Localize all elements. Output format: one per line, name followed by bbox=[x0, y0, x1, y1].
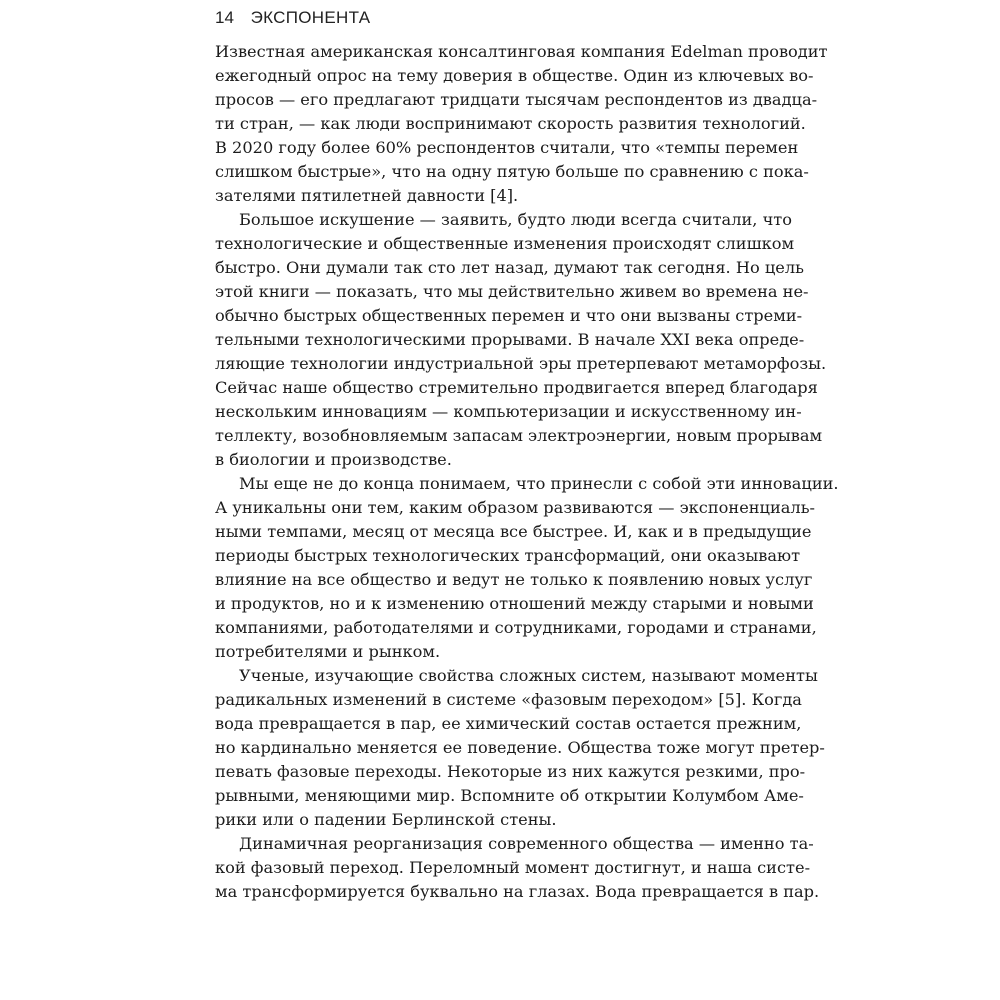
chapter-title: ЭКСПОНЕНТА bbox=[250, 8, 371, 27]
text-line: Сейчас наше общество стремительно продвигается вперед благодаря bbox=[215, 378, 818, 397]
paragraph-2 bbox=[215, 208, 827, 472]
text-line: кой фазовый переход. Переломный момент достигнут, и наша систе- bbox=[215, 858, 811, 877]
text-line: рики или о падении Берлинской стены. bbox=[215, 810, 557, 829]
text-line: периоды быстрых технологических трансформаций, они оказывают bbox=[215, 546, 801, 565]
paragraph-4 bbox=[215, 664, 825, 832]
text-line: Большое искушение — заявить, будто люди всегда считали, что bbox=[239, 210, 792, 229]
text-line: ными темпами, месяц от месяца все быстрее. И, как и в предыдущие bbox=[215, 522, 812, 541]
text-line: Мы еще не до конца понимаем, что принесли с собой эти инновации. bbox=[239, 474, 839, 493]
text-line: теллекту, возобновляемым запасам электроэнергии, новым прорывам bbox=[215, 426, 823, 445]
text-line: влияние на все общество и ведут не только к появлению новых услуг bbox=[215, 570, 813, 589]
text-line: вода превращается в пар, ее химический состав остается прежним, bbox=[215, 714, 802, 733]
text-line: обычно быстрых общественных перемен и что они вызваны стреми- bbox=[215, 306, 803, 325]
paragraph-1 bbox=[215, 40, 828, 208]
text-line: ти стран, — как люди воспринимают скорость развития технологий. bbox=[215, 114, 806, 133]
text-line: рывными, меняющими мир. Вспомните об открытии Колумбом Аме- bbox=[215, 786, 804, 805]
paragraph-3 bbox=[215, 472, 839, 664]
paragraph-5 bbox=[215, 832, 820, 904]
text-line: технологические и общественные изменения происходят слишком bbox=[215, 234, 795, 253]
text-line: В 2020 году более 60% респондентов считали, что «темпы перемен bbox=[215, 138, 799, 157]
text-line: но кардинально меняется ее поведение. Общества тоже могут претер- bbox=[215, 738, 825, 757]
text-line: певать фазовые переходы. Некоторые из них кажутся резкими, про- bbox=[215, 762, 806, 781]
text-line: и продуктов, но и к изменению отношений между старыми и новыми bbox=[215, 594, 814, 613]
text-line: в биологии и производстве. bbox=[215, 450, 452, 469]
page-number: 14 bbox=[215, 8, 234, 27]
text-line: быстро. Они думали так сто лет назад, думают так сегодня. Но цель bbox=[215, 258, 804, 277]
text-line: ма трансформируется буквально на глазах. Вода превращается в пар. bbox=[215, 882, 820, 901]
text-line: радикальных изменений в системе «фазовым переходом» [5]. Когда bbox=[215, 690, 802, 709]
text-line: просов — его предлагают тридцати тысячам респондентов из двадца- bbox=[215, 90, 818, 109]
text-line: компаниями, работодателями и сотрудниками, городами и странами, bbox=[215, 618, 817, 637]
text-line: ляющие технологии индустриальной эры претерпевают метаморфозы. bbox=[215, 354, 827, 373]
text-line: нескольким инновациям — компьютеризации и искусственному ин- bbox=[215, 402, 802, 421]
body-text bbox=[215, 40, 839, 904]
text-line: потребителями и рынком. bbox=[215, 642, 441, 661]
text-line: А уникальны они тем, каким образом развиваются — экспоненциаль- bbox=[215, 498, 815, 517]
text-line: слишком быстрые», что на одну пятую больше по сравнению с пока- bbox=[215, 162, 809, 181]
text-line: Динамичная реорганизация современного общества — именно та- bbox=[239, 834, 814, 853]
text-line: зателями пятилетней давности [4]. bbox=[215, 186, 519, 205]
running-head bbox=[215, 6, 370, 30]
text-line: Ученые, изучающие свойства сложных систем, называют моменты bbox=[239, 666, 818, 685]
text-line: этой книги — показать, что мы действительно живем во времена не- bbox=[215, 282, 809, 301]
text-line: тельными технологическими прорывами. В начале XXI века опреде- bbox=[215, 330, 805, 349]
text-line: ежегодный опрос на тему доверия в обществе. Один из ключевых во- bbox=[215, 66, 814, 85]
text-line: Известная американская консалтинговая компания Edelman проводит bbox=[215, 42, 828, 61]
